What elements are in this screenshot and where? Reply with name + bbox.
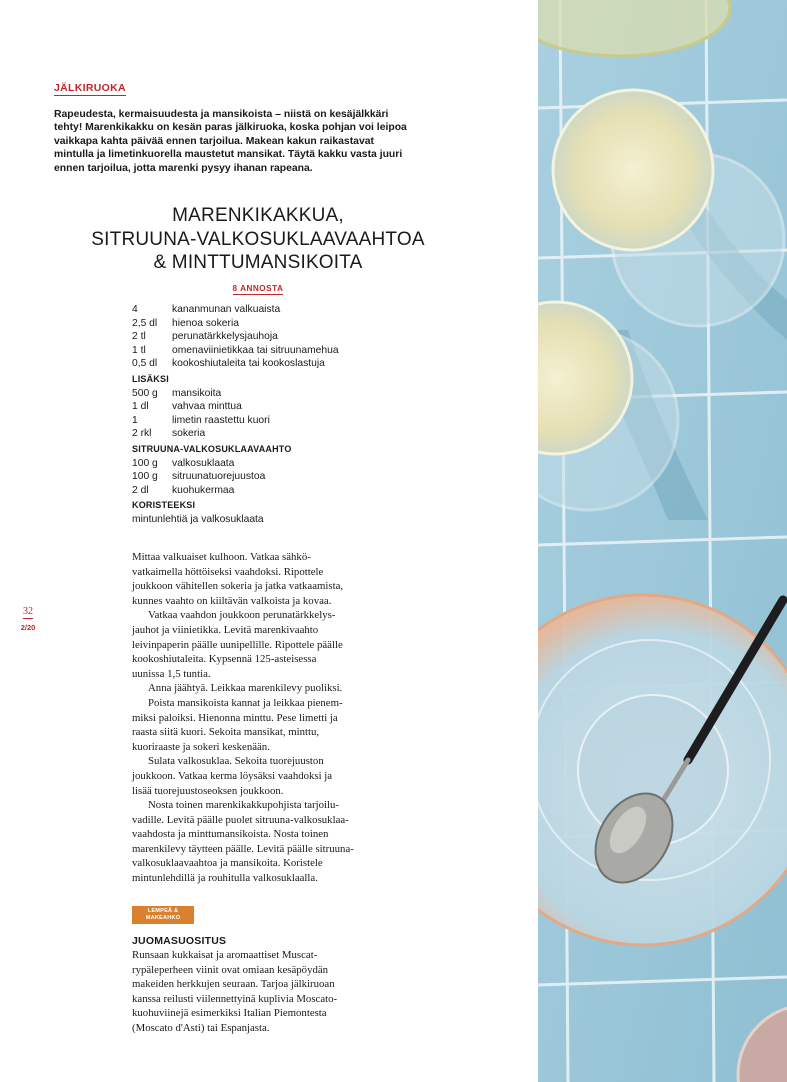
ingredient-row [132,427,432,441]
ingredient-list [132,303,432,527]
ingredient-row [132,330,432,344]
method-line: lisää tuorejuustoseoksen joukkoon. [132,784,284,797]
badge-line: LEMPEÄ & [147,908,179,914]
title-line: & MINTTUMANSIKOITA [153,252,363,273]
taste-badge [132,906,194,924]
title-line: SITRUUNA-VALKOSUKLAAVAAHTOA [91,228,425,250]
section-label: JÄLKIRUOKA [54,82,126,94]
drink-text [132,948,402,1036]
ingredient-name: hienoa sokeria [172,317,239,329]
method-line: uunissa 1,5 tuntia. [132,667,211,680]
ingredient-name: omenaviinietikkaa tai sitruunamehua [172,344,339,356]
ingredient-qty: 2 tl [132,331,146,343]
ingredient-qty: 0,5 dl [132,358,158,370]
drink-line: kuohuviinejä esimerkiksi Italian Piemontesta [132,1007,327,1020]
ingredient-name: valkosuklaata [172,457,235,469]
method-line: valkosuklaavaahtoa ja mansikoita. Koristele [132,857,323,870]
ingredient-qty: 4 [132,304,138,315]
ingredient-name: sokeria [172,428,206,440]
issue-number: 2/20 [20,623,36,632]
ingredient-row [132,484,432,498]
ingredient-heading: LISÄKSI [132,373,169,384]
method-line: mintunlehdillä ja rouhitulla valkosuklaalla. [132,872,318,885]
intro-text [54,108,426,175]
method-line: kuoriraaste ja sokeri keskenään. [132,740,270,753]
ingredient-name: vahvaa minttua [172,401,242,413]
method-line: raasta siitä kuori. Sekoita mansikat, minttu, [132,726,320,739]
method-line: kunnes vaahto on kiiltävän valkoista ja kovaa. [132,594,332,607]
table-photo-illustration [538,0,787,1082]
ingredient-qty: 2,5 dl [132,317,158,329]
method-line: kookoshiutaleita. Kypsennä 125-asteisessa [132,653,317,666]
ingredient-row [132,317,432,331]
intro-line: Rapeudesta, kermaisuudesta ja mansikoista – niistä on kesäjälkkäri [54,109,389,120]
ingredient-heading: KORISTEEKSI [132,500,196,511]
ingredient-qty: 2 rkl [132,428,152,440]
method-line: vaahdosta ja minttumansikoista. Nosta toinen [132,828,329,841]
servings-label: 8 ANNOSTA [232,284,284,293]
method-line: Sulata valkosuklaa. Sekoita tuorejuuston [148,755,324,768]
method-line: leivinpaperin päälle uunipellille. Ripottele päälle [132,638,343,651]
intro-line: tehty! Marenkikakku on kesän paras jälkiruoka, koska pohjan voi leipoa [54,122,407,134]
method-line: Mittaa valkuaiset kulhoon. Vatkaa sähkö- [132,551,311,563]
badge-line: MAKEAHKO [145,915,181,921]
ingredient-row [132,357,432,371]
ingredient-row [132,387,432,401]
method-line: jauhot ja viinietikka. Levitä marenkivaahto [132,623,319,636]
page-number: 32 [23,606,33,617]
ingredient-row [132,400,432,414]
garnish-text: mintunlehtiä ja valkosuklaata [132,513,264,525]
method-line: Vatkaa vaahdon joukkoon perunatärkkelys- [148,609,336,622]
ingredient-qty: 1 dl [132,401,149,413]
ingredient-name: mansikoita [172,387,222,399]
ingredient-row [132,344,432,358]
method-line: vatkaimella höttöiseksi vaahdoksi. Ripottele [132,565,324,578]
intro-line: ennen tarjoilua, jotta marenki pysyy ihanan rapeana. [54,162,313,174]
method-line: joukkoon. Vatkaa kerma löysäksi vaahdoksi ja [132,769,333,782]
drink-line: kanssa reilusti viilennettyinä kuplivia Moscato- [132,992,338,1005]
ingredient-row [132,457,432,471]
ingredient-qty: 100 g [132,471,158,483]
ingredient-name: sitruunatuorejuustoa [172,471,266,483]
method-line: Anna jäähtyä. Leikkaa marenkilevy puoliksi. [148,682,343,695]
drink-title: JUOMASUOSITUS [132,935,227,947]
method-line: marenkilevy täytteen päälle. Levitä päälle sitruuna- [132,842,354,855]
method-text [132,550,402,886]
ingredient-qty: 500 g [132,387,158,399]
ingredient-row [132,414,432,428]
method-line: Poista mansikoista kannat ja leikkaa pienem- [148,696,343,709]
ingredient-row [132,303,432,317]
ingredient-qty: 1 [132,414,138,426]
ingredient-qty: 1 tl [132,344,146,356]
table-photo [538,0,787,1082]
ingredient-name: kookoshiutaleita tai kookoslastuja [172,358,325,370]
ingredient-qty: 100 g [132,457,158,469]
method-line: vadille. Levitä päälle puolet sitruuna-valkosuklaa- [132,813,349,826]
method-line: Nosta toinen marenkikakkupohjista tarjoilu- [148,799,340,812]
intro-line: vaikkapa kahta päivää ennen tarjoilua. Makean kakun raikastavat [54,135,374,147]
method-line: joukkoon vähitellen sokeria ja jatka vatkaamista, [132,580,344,593]
ingredient-qty: 2 dl [132,484,149,496]
ingredient-heading: SITRUUNA-VALKOSUKLAAVAAHTO [132,443,292,454]
title-line: MARENKIKAKKUA, [172,205,344,226]
recipe-title [80,204,436,275]
drink-line: (Moscato d'Asti) tai Espanjasta. [132,1021,270,1034]
drink-line: rypäleperheen viinit ovat omiaan kesäpöydän [132,963,329,976]
intro-line: mintulla ja limetinkuorella maustetut mansikat. Täytä kakku vasta juuri [54,149,403,161]
ingredient-name: kuohukermaa [172,484,235,496]
method-line: miksi paloiksi. Hienonna minttu. Pese limetti ja [132,711,338,724]
ingredient-name: perunatärkkelysjauhoja [172,331,278,343]
drink-line: Runsaan kukkaisat ja aromaattiset Muscat- [132,949,318,961]
ingredient-name: limetin raastettu kuori [172,414,270,426]
servings [80,278,436,296]
ingredient-name: kananmunan valkuaista [172,304,281,315]
wine-glass [553,90,713,250]
page-number-block [16,606,40,633]
ingredient-row [132,470,432,484]
drink-line: makeiden herkkujen seuraan. Tarjoa jälkiruoan [132,978,335,991]
